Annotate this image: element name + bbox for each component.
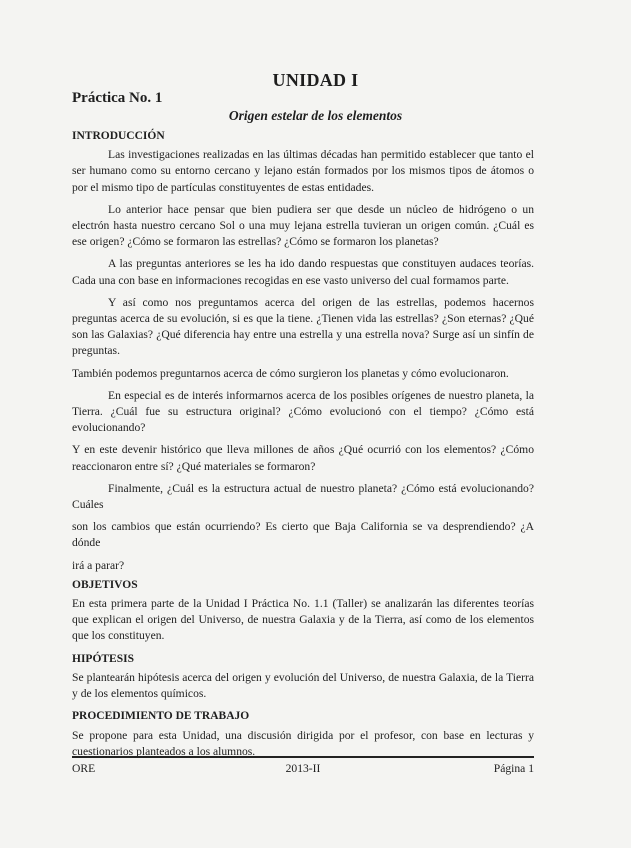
footer-page-number: Página 1 [493, 762, 534, 775]
footer-author: ORE [72, 762, 96, 775]
procedimiento-text: Se propone para esta Unidad, una discusión dirigida por el profesor, con base en lecturas y cuestionarios planteados a los alumnos. [72, 728, 534, 758]
section-heading-hipotesis: HIPÓTESIS [72, 652, 134, 665]
section-heading-procedimiento: PROCEDIMIENTO DE TRABAJO [72, 710, 250, 723]
intro-paragraph: También podemos preguntarnos acerca de cómo surgieron los planetas y cómo evolucionaron. [72, 366, 509, 380]
intro-paragraph: En especial es de interés informarnos acerca de los posibles orígenes de nuestro planeta, la Tierra. ¿Cuál fue su estructura original? ¿Cómo evolucionó con el tiempo? ¿Cómo está evolucionando? [72, 388, 534, 435]
intro-paragraph: Y así como nos preguntamos acerca del origen de las estrellas, podemos hacernos preguntas acerca de su evolución, si es que la tiene. ¿Tienen vida las estrellas? ¿Son eternas? ¿Qué son las Galaxias? ¿Qué diferencia hay entre una estrella y una estrella nova? Surge así un sinfín de preguntas. [72, 295, 534, 358]
intro-paragraph: Lo anterior hace pensar que bien pudiera ser que desde un núcleo de hidrógeno o un electrón hasta nuestro cercano Sol o una muy lejana estrella tuvieran un origen común. ¿Cuál es ese origen? ¿Cómo se formaron las estrellas? ¿Cómo se formaron los planetas? [72, 202, 534, 249]
practice-subtitle: Origen estelar de los elementos [228, 108, 403, 123]
practice-title: Práctica No. 1 [72, 90, 163, 106]
section-heading-introduccion: INTRODUCCIÓN [72, 130, 165, 142]
intro-paragraph: A las preguntas anteriores se les ha ido dando respuestas que constituyen audaces teorías. Cada una con base en informaciones recogidas en ese vasto universo del cual formamos parte. [72, 257, 534, 287]
footer-term: 2013-II [285, 762, 321, 775]
intro-paragraph: Las investigaciones realizadas en las últimas décadas han permitido establecer que tanto el ser humano como su entorno cercano y lejano están formados por los mismos tipos de átomos o por el mismo tipo de partículas constituyentes de estas entidades. [72, 148, 534, 194]
intro-paragraph: Finalmente, ¿Cuál es la estructura actual de nuestro planeta? ¿Cómo está evolucionando? Cuáles [72, 481, 534, 512]
unit-title: UNIDAD I [272, 70, 359, 90]
intro-paragraph: irá a parar? [72, 558, 125, 572]
intro-paragraph: Y en este devenir histórico que lleva millones de años ¿Qué ocurrió con los elementos? ¿Cómo reaccionaron entre sí? ¿Qué materiales se formaron? [72, 443, 534, 473]
objetivos-text: En esta primera parte de la Unidad I Práctica No. 1.1 (Taller) se analizarán las diferentes teorías que explican el origen del Universo, de nuestra Galaxia y de la Tierra, así como de los elementos que los constituyen. [72, 597, 534, 643]
document-body [72, 128, 534, 760]
intro-paragraph: son los cambios que están ocurriendo? Es cierto que Baja California se va desprendiendo? ¿A dónde [72, 520, 534, 550]
section-heading-objetivos: OBJETIVOS [72, 578, 138, 591]
footer-divider [72, 756, 534, 758]
hipotesis-text: Se plantearán hipótesis acerca del origen y evolución del Universo, de nuestra Galaxia, de la Tierra y de los elementos químicos. [72, 670, 534, 701]
